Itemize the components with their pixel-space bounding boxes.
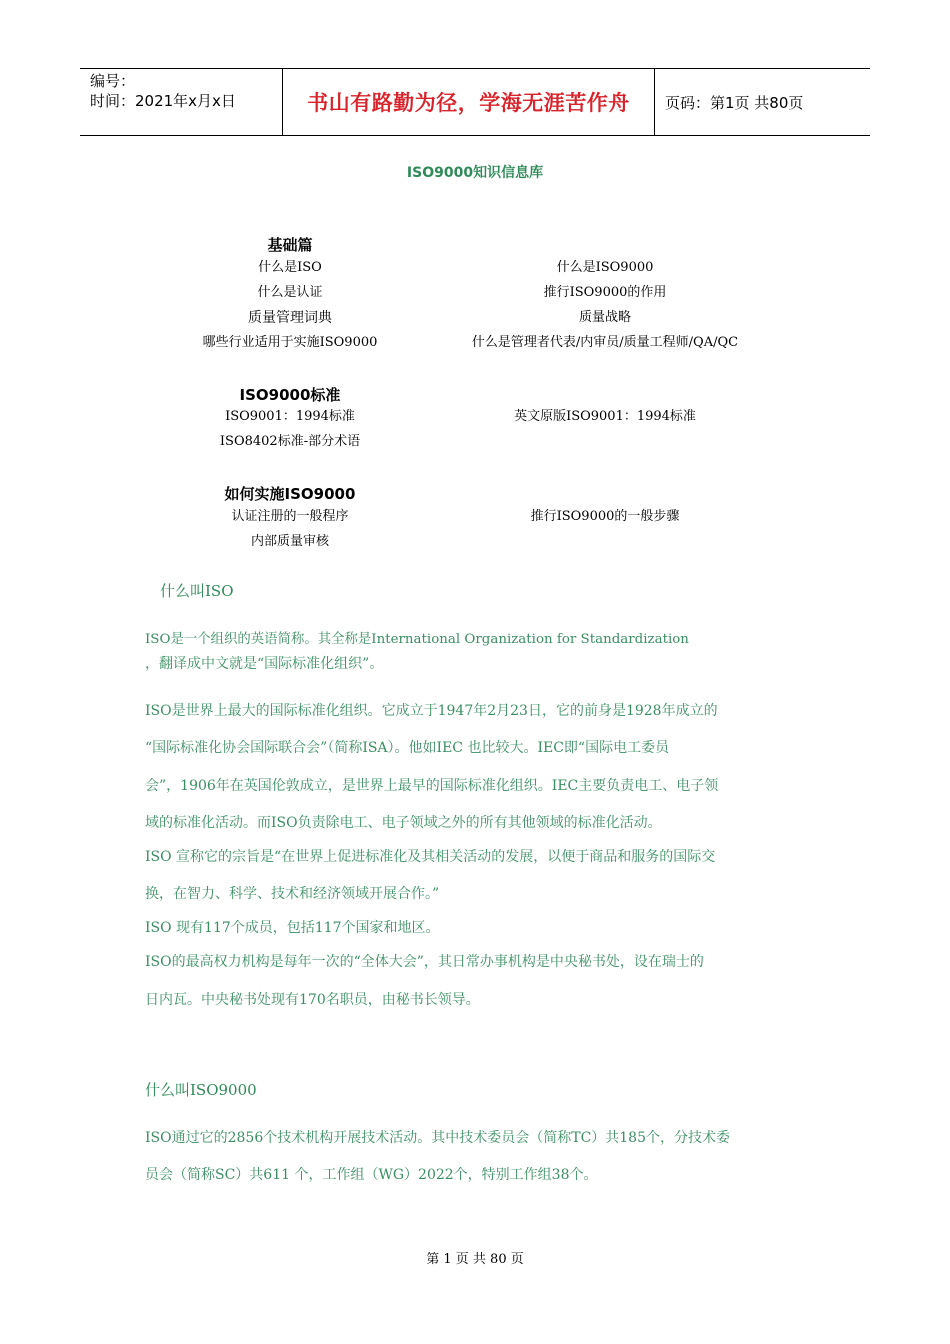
paragraph-line: 日内瓦。中央秘书处现有170名职员，由秘书长领导。 xyxy=(145,992,480,1008)
header-meta xyxy=(80,69,282,135)
link-what-is-iso9000[interactable]: 什么是ISO9000 xyxy=(556,260,654,275)
number-label: 编号： xyxy=(90,72,136,90)
paragraph-line: ISO是一个组织的英语简称。其全称是International Organization for Standardization xyxy=(145,632,689,647)
link-what-is-certification[interactable]: 什么是认证 xyxy=(257,285,323,300)
header-page-label: 页码：第1页 共80页 xyxy=(665,93,804,112)
paragraph-line: ISO是世界上最大的国际标准化组织。它成立于1947年2月23日，它的前身是1928年成立的 xyxy=(145,703,718,719)
page-footer: 第 1 页 共 80 页 xyxy=(426,1252,524,1267)
section-title-basics: 基础篇 xyxy=(267,236,313,254)
link-quality-dictionary[interactable]: 质量管理词典 xyxy=(248,310,332,326)
link-quality-strategy[interactable]: 质量战略 xyxy=(578,310,631,325)
paragraph-line: ISO通过它的2856个技术机构开展技术活动。其中技术委员会（简称TC）共185个，分技术委 xyxy=(145,1130,730,1146)
header-motto: 书山有路勤为径，学海无涯苦作舟 xyxy=(282,69,655,135)
time-label: 时间：2021年x月x日 xyxy=(90,92,236,110)
page-header xyxy=(80,68,870,136)
link-internal-audit[interactable]: 内部质量审核 xyxy=(250,534,329,549)
heading-what-is-iso: 什么叫ISO xyxy=(160,582,234,600)
link-applicable-industries[interactable]: 哪些行业适用于实施ISO9000 xyxy=(202,335,378,350)
link-iso9001-english[interactable]: 英文原版ISO9001：1994标准 xyxy=(514,409,696,424)
paragraph-line: ，翻译成中文就是“国际标准化组织”。 xyxy=(145,656,384,672)
link-management-roles[interactable]: 什么是管理者代表/内审员/质量工程师/QA/QC xyxy=(471,335,739,350)
paragraph-line: ISO 宣称它的宗旨是“在世界上促进标准化及其相关活动的发展，以便于商品和服务的国际交 xyxy=(145,849,716,865)
paragraph-line: 域的标准化活动。而ISO负责除电工、电子领域之外的所有其他领域的标准化活动。 xyxy=(145,815,662,831)
paragraph-line: 会”，1906年在英国伦敦成立，是世界上最早的国际标准化组织。IEC主要负责电工、电子领 xyxy=(145,778,719,794)
document-title: ISO9000知识信息库 xyxy=(406,165,544,181)
link-iso9001-1994[interactable]: ISO9001：1994标准 xyxy=(225,409,355,424)
paragraph-line: 员会（简称SC）共611 个，工作组（WG）2022个，特别工作组38个。 xyxy=(145,1167,598,1183)
link-what-is-iso[interactable]: 什么是ISO xyxy=(258,260,322,275)
paragraph-line: 换，在智力、科学、技术和经济领域开展合作。” xyxy=(145,886,440,902)
section-title-standards: ISO9000标准 xyxy=(239,386,341,404)
heading-what-is-iso9000: 什么叫ISO9000 xyxy=(145,1081,257,1099)
link-iso9000-benefits[interactable]: 推行ISO9000的作用 xyxy=(543,285,667,300)
link-iso8402-terms[interactable]: ISO8402标准-部分术语 xyxy=(219,434,361,449)
link-implementation-steps[interactable]: 推行ISO9000的一般步骤 xyxy=(530,509,680,524)
link-certification-procedure[interactable]: 认证注册的一般程序 xyxy=(231,509,349,524)
paragraph-line: ISO的最高权力机构是每年一次的“全体大会”，其日常办事机构是中央秘书处，设在瑞士的 xyxy=(145,954,704,970)
paragraph-line: ISO 现有117个成员，包括117个国家和地区。 xyxy=(145,920,440,936)
paragraph-line: “国际标准化协会国际联合会”（简称ISA）。他如IEC 也比较大。IEC即“国际电工委员 xyxy=(145,740,670,756)
section-title-implementation: 如何实施ISO9000 xyxy=(224,485,356,503)
